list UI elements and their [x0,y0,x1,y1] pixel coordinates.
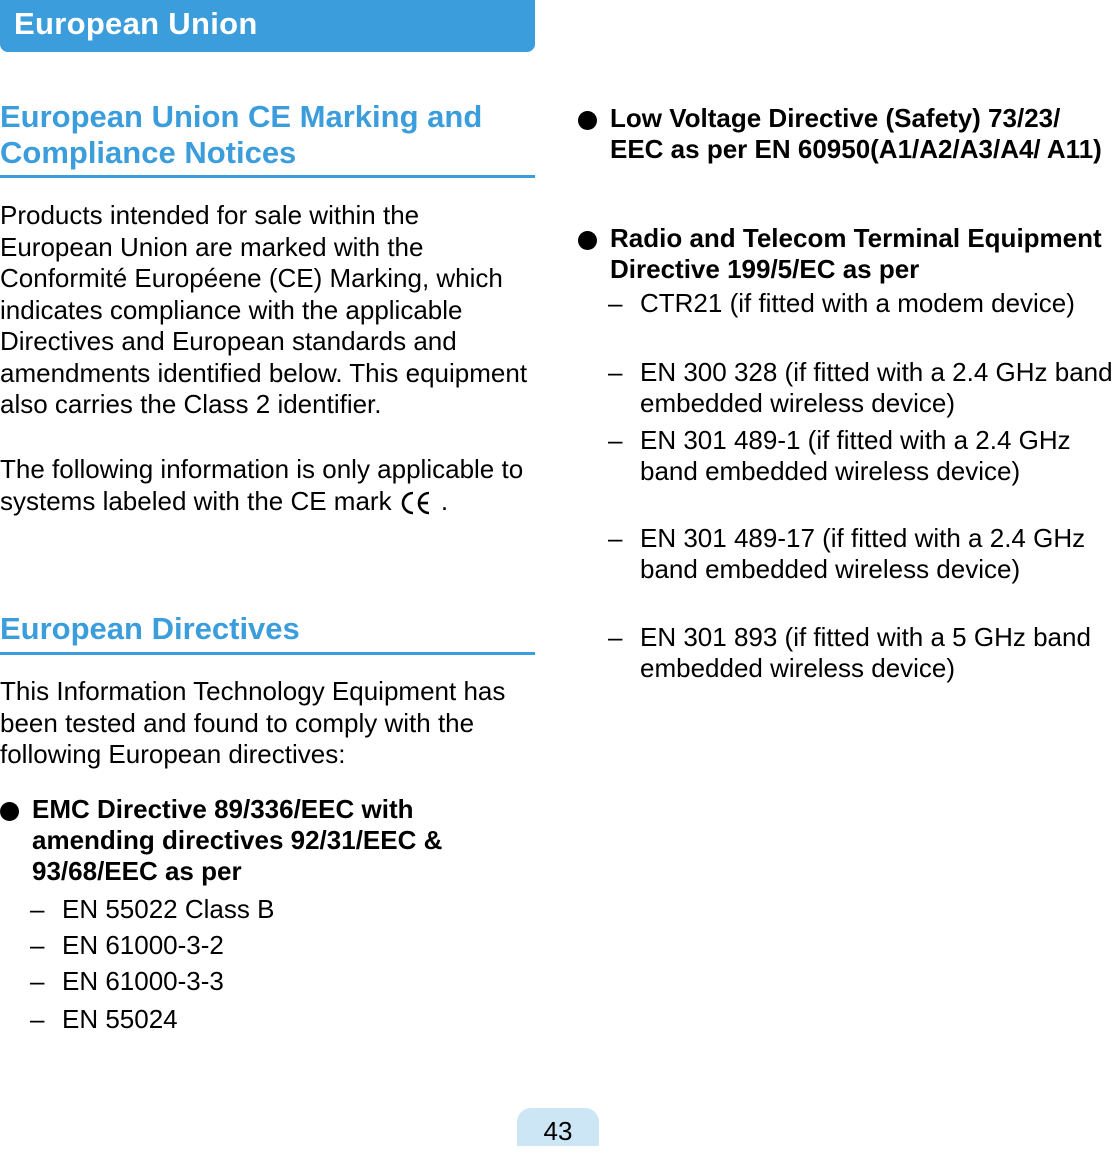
list-item-text: EN 301 893 (if fitted with a 5 GHz band embedded wireless device) [640,622,1091,683]
directives-heading: European Directives [0,611,300,646]
list-item-text: EN 61000-3-2 [62,930,224,960]
dash-marker: – [30,966,45,996]
dash-marker: – [608,357,623,387]
heading-rule [0,175,535,178]
list-item-text: EN 55022 Class B [62,894,275,924]
ce-paragraph-2-text: The following information is only applicable to systems labeled with the CE mark [0,454,524,516]
dash-marker: – [608,622,623,652]
dash-marker: – [30,1004,45,1034]
ce-paragraph-1: Products intended for sale within the European Union are marked with the Conformité Européene (CE) Marking, which indicates compliance with the applicable Directives and European standards and amendments identified below. This equipment also carries the Class 2 identifier. [0,200,528,419]
ce-mark-icon [398,490,434,516]
bullet-dot-icon [578,231,597,250]
list-item-text: EN 55024 [62,1004,178,1034]
section-banner [0,0,535,52]
page-number-tab [517,1108,599,1146]
dash-marker: – [30,894,45,924]
dash-marker: – [608,523,623,553]
radio-directive-title: Radio and Telecom Terminal Equipment Directive 199/5/EC as per [610,223,1102,284]
dash-marker: – [608,288,623,318]
low-voltage-directive-title: Low Voltage Directive (Safety) 73/23/ EEC as per EN 60950(A1/A2/A3/A4/ A11) [610,103,1102,164]
ce-section-heading: European Union CE Marking and Compliance Notices [0,99,483,170]
bullet-dot-icon [578,111,597,130]
dash-marker: – [30,930,45,960]
list-item-text: EN 61000-3-3 [62,966,224,996]
banner-title: European Union [14,6,258,41]
directives-intro: This Information Technology Equipment has been tested and found to comply with the following European directives: [0,676,506,769]
ce-paragraph-2-end: . [440,485,449,516]
page-number: 43 [543,1116,573,1146]
ce-paragraph-2 [0,454,535,517]
list-item-text: CTR21 (if fitted with a modem device) [640,288,1075,318]
emc-directive-title: EMC Directive 89/336/EEC with amending directives 92/31/EEC & 93/68/EEC as per [32,794,443,886]
list-item-text: EN 300 328 (if fitted with a 2.4 GHz band embedded wireless device) [640,357,1113,418]
heading-rule [0,652,535,655]
list-item-text: EN 301 489-1 (if fitted with a 2.4 GHz band embedded wireless device) [640,425,1071,486]
bullet-dot-icon [0,802,19,821]
list-item-text: EN 301 489-17 (if fitted with a 2.4 GHz band embedded wireless device) [640,523,1086,584]
dash-marker: – [608,425,623,455]
